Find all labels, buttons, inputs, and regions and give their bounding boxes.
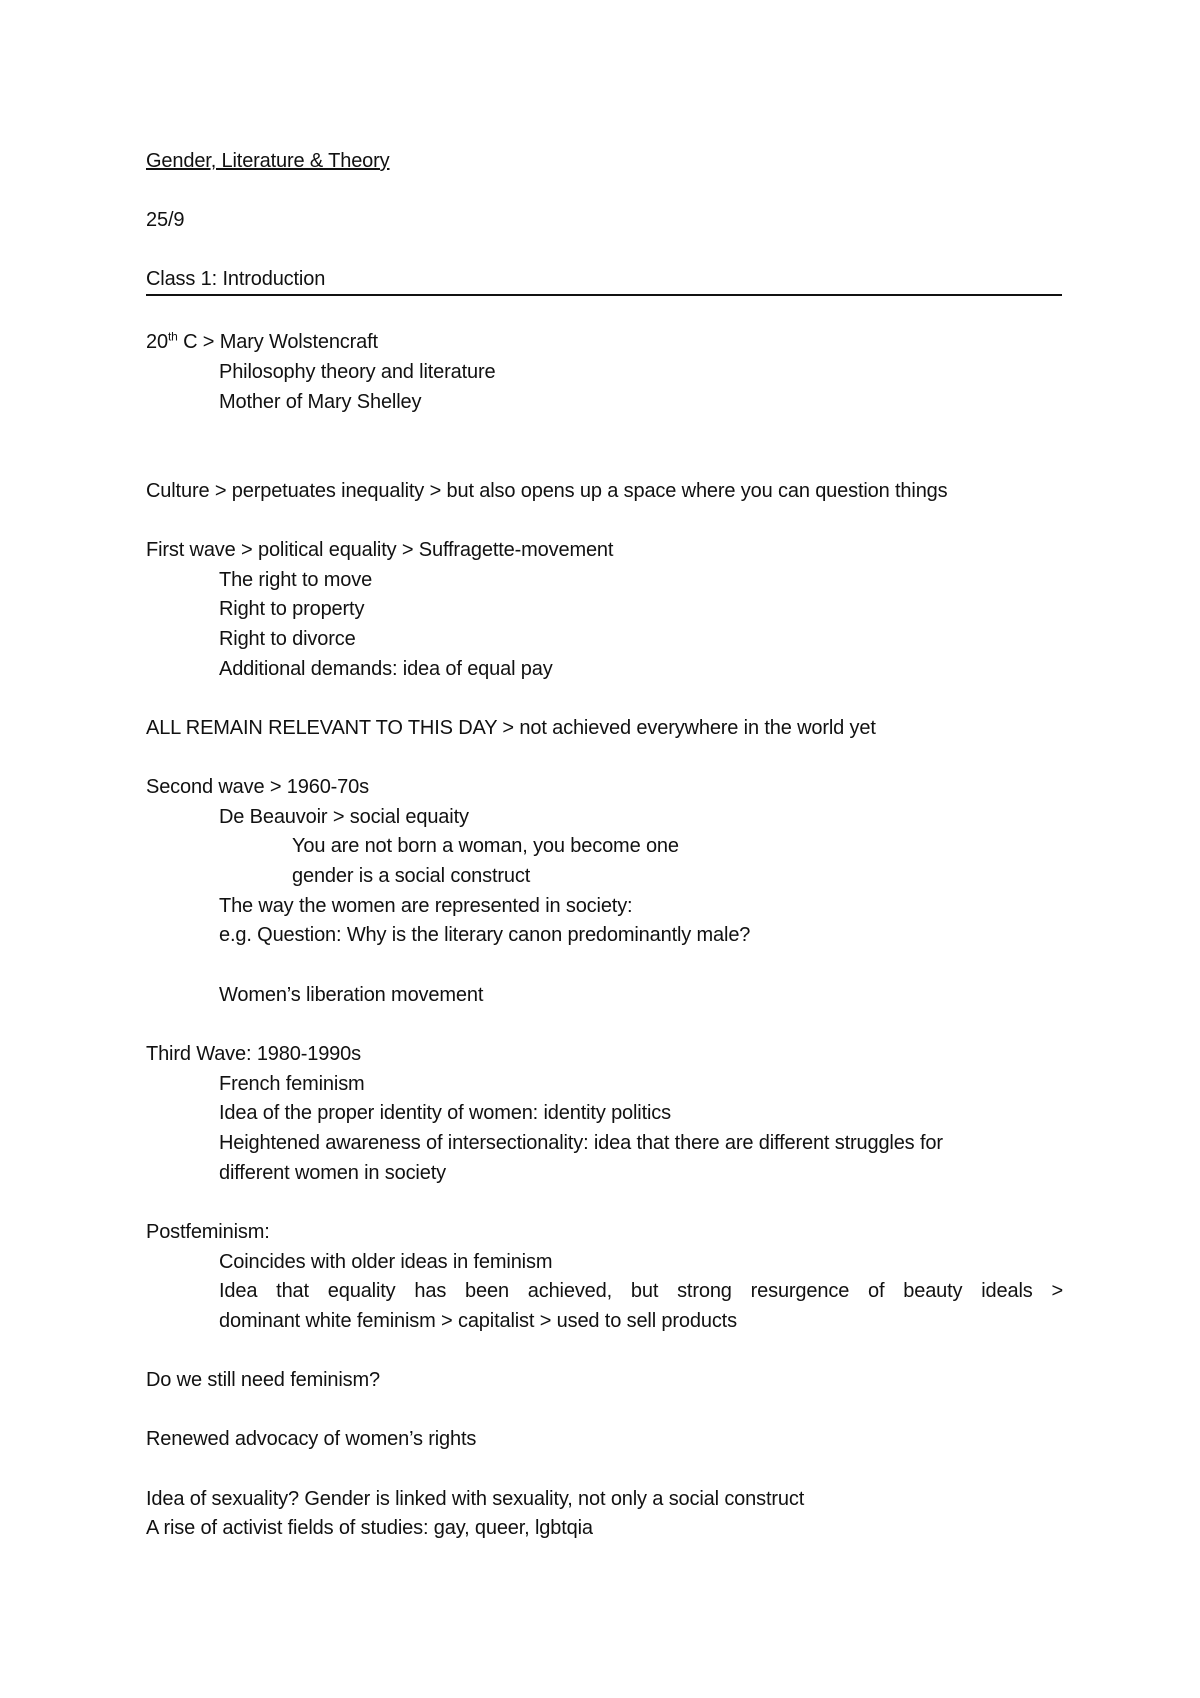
note-first-wave: First wave > political equality > Suffragette-movement	[146, 539, 614, 561]
note-still-need: Do we still need feminism?	[146, 1369, 380, 1391]
note-activist: A rise of activist fields of studies: gay, queer, lgbtqia	[146, 1517, 593, 1539]
note-mw-mother: Mother of Mary Shelley	[219, 391, 422, 413]
note-sw-de-beauvoir: De Beauvoir > social equaity	[219, 806, 469, 828]
note-pf-white-feminism: dominant white feminism > capitalist > used to sell products	[219, 1310, 737, 1332]
note-sw-represented: The way the women are represented in society:	[219, 895, 633, 917]
note-sw-liberation: Women’s liberation movement	[219, 984, 484, 1006]
note-second-wave: Second wave > 1960-70s	[146, 776, 369, 798]
note-third-wave: Third Wave: 1980-1990s	[146, 1043, 361, 1065]
document-date: 25/9	[146, 209, 185, 231]
note-tw-identity: Idea of the proper identity of women: identity politics	[219, 1102, 672, 1124]
class-title: Class 1: Introduction	[146, 268, 326, 290]
note-tw-french: French feminism	[219, 1073, 365, 1095]
note-fw-property: Right to property	[219, 598, 365, 620]
note-fw-move: The right to move	[219, 569, 373, 591]
note-sw-canon: e.g. Question: Why is the literary canon predominantly male?	[219, 924, 751, 946]
document-title: Gender, Literature & Theory	[146, 150, 390, 172]
note-mw-prefix: 20	[146, 331, 168, 353]
note-sw-not-born: You are not born a woman, you become one	[292, 835, 679, 857]
note-mw-philosophy: Philosophy theory and literature	[219, 361, 496, 383]
note-renewed: Renewed advocacy of women’s rights	[146, 1428, 477, 1450]
note-mw-sup: th	[167, 329, 178, 344]
note-mary-wolstencraft	[146, 330, 378, 354]
note-fw-equal-pay: Additional demands: idea of equal pay	[219, 658, 553, 680]
note-tw-intersectionality: Heightened awareness of intersectionality: idea that there are different struggles for	[219, 1132, 943, 1154]
note-pf-equality: Idea that equality has been achieved, but strong resurgence of beauty ideals >	[219, 1280, 1063, 1302]
note-sw-social-construct: gender is a social construct	[292, 865, 531, 887]
note-sexuality: Idea of sexuality? Gender is linked with sexuality, not only a social construct	[146, 1488, 805, 1510]
note-culture: Culture > perpetuates inequality > but also opens up a space where you can question things	[146, 480, 948, 502]
note-tw-different-women: different women in society	[219, 1162, 446, 1184]
note-pf-older-ideas: Coincides with older ideas in feminism	[219, 1251, 553, 1273]
horizontal-rule	[146, 294, 1062, 296]
note-all-remain: ALL REMAIN RELEVANT TO THIS DAY > not achieved everywhere in the world yet	[146, 717, 876, 739]
note-mw-rest: C > Mary Wolstencraft	[177, 331, 378, 353]
note-postfeminism: Postfeminism:	[146, 1221, 270, 1243]
note-fw-divorce: Right to divorce	[219, 628, 356, 650]
